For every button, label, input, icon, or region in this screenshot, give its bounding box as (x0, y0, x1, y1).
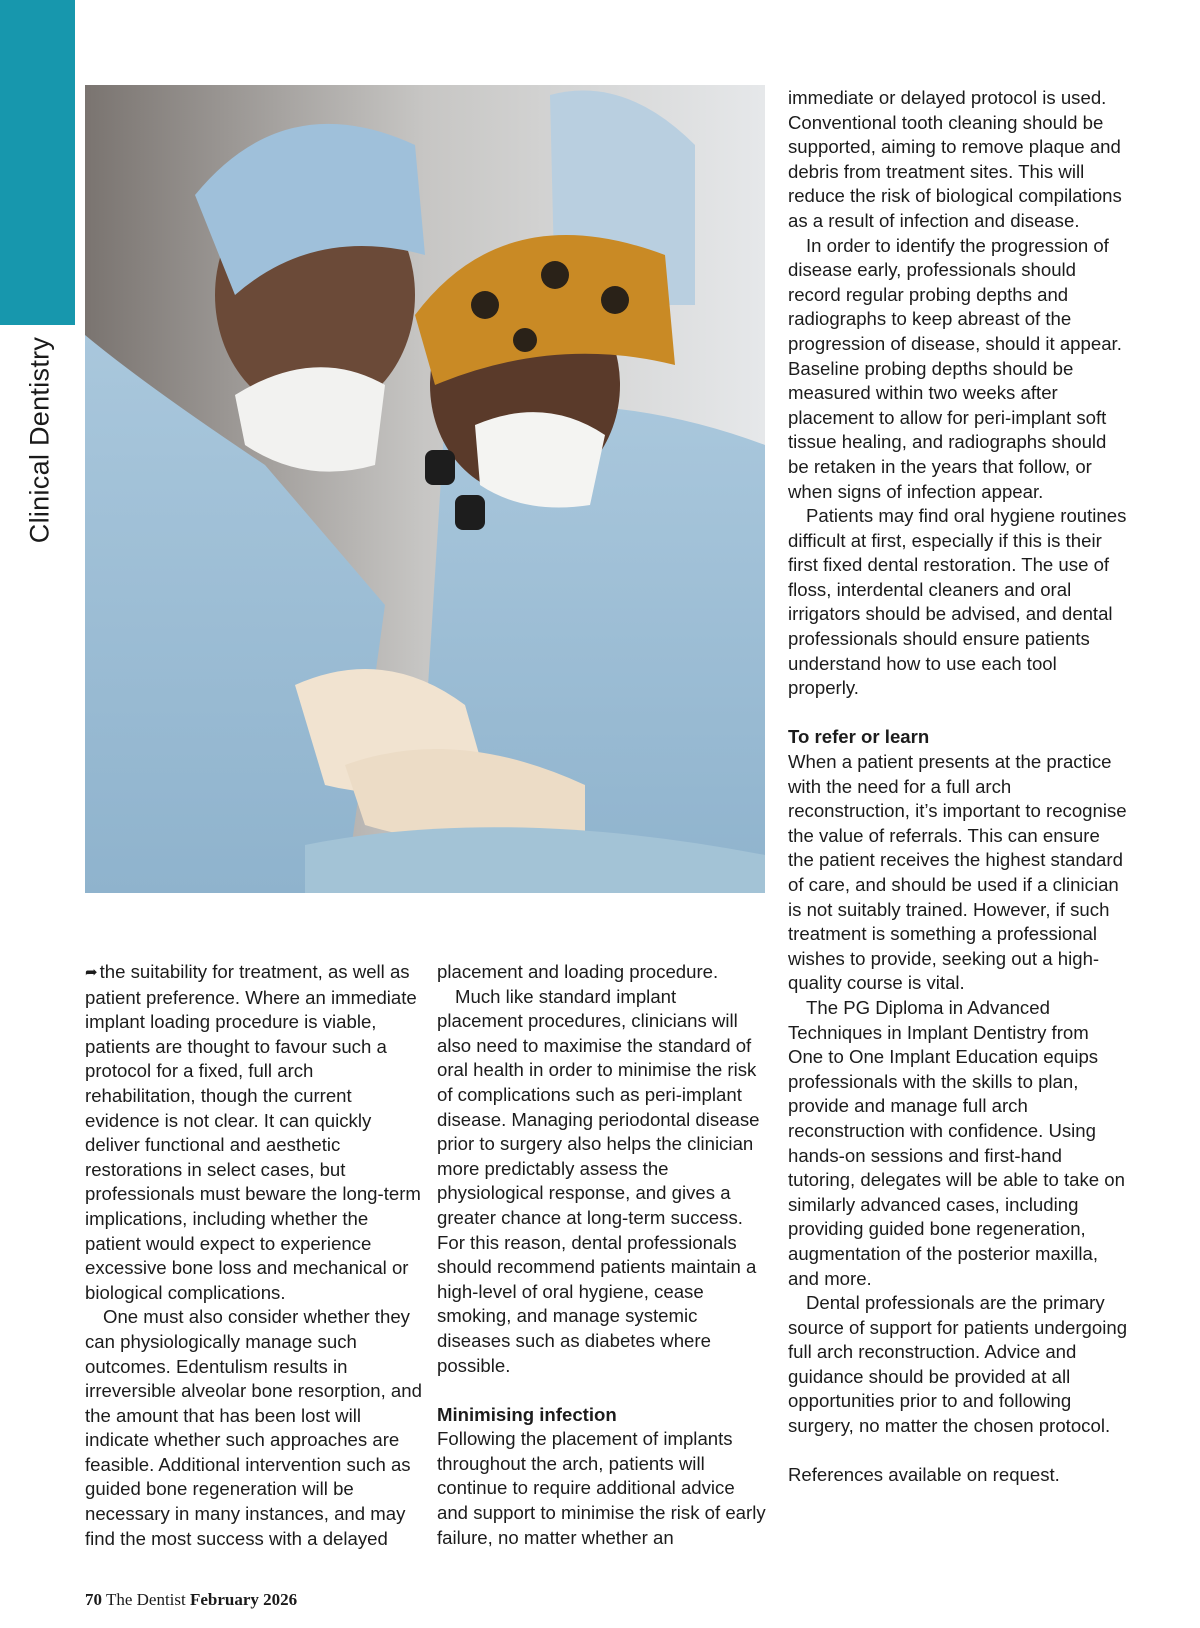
publication-name: The Dentist (105, 1590, 186, 1609)
issue-date: February 2026 (190, 1590, 298, 1609)
page-number: 70 (85, 1590, 102, 1609)
paragraph: Patients may find oral hygiene routines difficult at first, especially if this is their first fixed dental restoration. The use of floss, interdental cleaners and oral irrigators should be advised, and dental professionals should ensure patients understand how to use each tool properly. (788, 505, 1127, 699)
article-column-2 (437, 960, 767, 1550)
continued-arrow-icon: ➦ (85, 964, 98, 981)
paragraph: Dental professionals are the primary source of support for patients undergoing full arch reconstruction. Advice and guidance should be provided at all opportunities prior to and following surgery, no matter the chosen protocol. (788, 1292, 1128, 1437)
subheading-to-refer-or-learn: To refer or learn (788, 726, 930, 748)
paragraph: One must also consider whether they can physiologically manage such outcomes. Edentulism results in irreversible alveolar bone resorption, and the amount that has been lost will indicate whether such approaches are feasible. Additional intervention such as guided bone regeneration will be necessary in many instances, and may find the most success with a delayed (85, 1306, 422, 1549)
article-photo (85, 85, 765, 893)
paragraph: Following the placement of implants throughout the arch, patients will continue to require additional advice and support to minimise the risk of early failure, no matter whether an (437, 1428, 766, 1548)
paragraph: placement and loading procedure. (437, 961, 719, 982)
section-label: Clinical Dentistry (24, 336, 55, 544)
paragraph: immediate or delayed protocol is used. Conventional tooth cleaning should be supported, aiming to remove plaque and debris from treatment sites. This will reduce the risk of biological compilations as a result of infection and disease. (788, 87, 1122, 231)
paragraph: When a patient presents at the practice with the need for a full arch reconstruction, it’s important to recognise the value of referrals. This can ensure the patient receives the highest standard of care, and should be used if a clinician is not suitably trained. However, if such treatment is something a professional wishes to provide, seeking out a high-quality course is vital. (788, 751, 1127, 994)
paragraph: ➦ the suitability for treatment, as well as patient preference. Where an immediate implant loading procedure is viable, patients are thought to favour such a protocol for a fixed, full arch rehabilitation, though the current evidence is not clear. It can quickly deliver functional and aesthetic restorations in select cases, but professionals must beware the long-term implications, including whether the patient would expect to experience excessive bone loss and mechanical or biological complications. (85, 961, 421, 1303)
article-column-1 (85, 960, 425, 1551)
references-note: References available on request. (788, 1464, 1060, 1486)
article-column-3 (788, 86, 1128, 1488)
section-color-tab (0, 0, 75, 325)
paragraph: Much like standard implant placement procedures, clinicians will also need to maximise the standard of oral health in order to minimise the risk of complications such as peri-implant disease. Managing periodontal disease prior to surgery also helps the clinician more predictably assess the physiological response, and gives a greater chance at long-term success. For this reason, dental professionals should recommend patients maintain a high-level of oral hygiene, cease smoking, and manage systemic diseases such as diabetes where possible. (437, 985, 760, 1376)
page-footer (85, 1590, 297, 1610)
paragraph: The PG Diploma in Advanced Techniques in Implant Dentistry from One to One Implant Education equips professionals with the skills to plan, provide and manage full arch reconstruction with confidence. Using hands-on sessions and first-hand tutoring, delegates will be able to take on similarly advanced cases, including providing guided bone regeneration, augmentation of the posterior maxilla, and more. (788, 996, 1125, 1289)
paragraph: In order to identify the progression of disease early, professionals should record regular probing depths and radiographs to keep abreast of the progression of disease, should it appear. Baseline probing depths should be measured within two weeks after placement to allow for peri-implant soft tissue healing, and radiographs should be retaken in the years that follow, or when signs of infection appear. (788, 234, 1122, 502)
subheading-minimising-infection: Minimising infection (437, 1403, 617, 1425)
